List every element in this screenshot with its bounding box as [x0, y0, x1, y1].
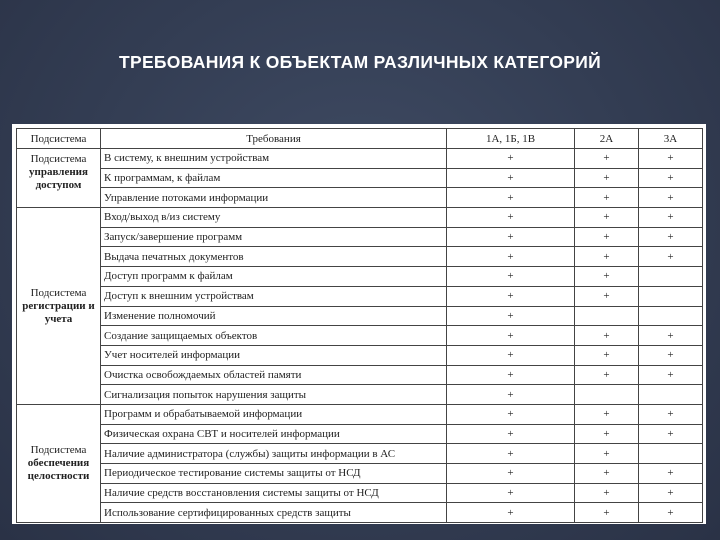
- category-3-mark: +: [639, 208, 703, 228]
- category-1-mark: +: [447, 326, 575, 346]
- category-1-mark: +: [447, 208, 575, 228]
- category-2-mark: +: [575, 503, 639, 523]
- category-2-mark: +: [575, 424, 639, 444]
- category-1-mark: +: [447, 286, 575, 306]
- category-1-mark: +: [447, 306, 575, 326]
- table-row: [17, 227, 703, 247]
- requirement-cell: Очистка освобождаемых областей памяти: [101, 365, 447, 385]
- subsystem-cell: [17, 404, 101, 522]
- category-3-mark: [639, 286, 703, 306]
- header-subsystem: Подсистема: [17, 129, 101, 149]
- table-row: [17, 247, 703, 267]
- requirement-cell: Использование сертифицированных средств защиты: [101, 503, 447, 523]
- header-category-2: 2А: [575, 129, 639, 149]
- subsystem-name: регистрации и учета: [22, 299, 95, 325]
- category-3-mark: +: [639, 424, 703, 444]
- requirement-cell: Сигнализация попыток нарушения защиты: [101, 385, 447, 405]
- category-3-mark: +: [639, 149, 703, 169]
- category-2-mark: +: [575, 345, 639, 365]
- requirement-cell: Учет носителей информации: [101, 345, 447, 365]
- table-row: [17, 306, 703, 326]
- category-2-mark: [575, 385, 639, 405]
- category-1-mark: +: [447, 444, 575, 464]
- requirement-cell: В систему, к внешним устройствам: [101, 149, 447, 169]
- category-3-mark: +: [639, 345, 703, 365]
- category-1-mark: +: [447, 503, 575, 523]
- category-3-mark: +: [639, 404, 703, 424]
- subsystem-label: Подсистема: [30, 444, 87, 456]
- category-1-mark: +: [447, 483, 575, 503]
- category-1-mark: +: [447, 168, 575, 188]
- table-row: [17, 345, 703, 365]
- category-3-mark: +: [639, 464, 703, 484]
- subsystem-name: обеспечения целостности: [27, 457, 90, 482]
- requirements-sheet: [12, 124, 706, 524]
- requirement-cell: К программам, к файлам: [101, 168, 447, 188]
- table-row: [17, 326, 703, 346]
- table-row: [17, 267, 703, 287]
- subsystem-label: Подсистема: [30, 153, 87, 165]
- category-1-mark: +: [447, 404, 575, 424]
- category-2-mark: +: [575, 483, 639, 503]
- category-2-mark: +: [575, 286, 639, 306]
- requirement-cell: Выдача печатных документов: [101, 247, 447, 267]
- category-1-mark: +: [447, 385, 575, 405]
- category-2-mark: +: [575, 365, 639, 385]
- requirement-cell: Периодическое тестирование системы защиты от НСД: [101, 464, 447, 484]
- category-1-mark: +: [447, 188, 575, 208]
- requirement-cell: Управление потоками информации: [101, 188, 447, 208]
- page-title: ТРЕБОВАНИЯ К ОБЪЕКТАМ РАЗЛИЧНЫХ КАТЕГОРИЙ: [118, 52, 602, 72]
- subsystem-name: управления доступом: [29, 166, 88, 191]
- category-2-mark: +: [575, 188, 639, 208]
- table-row: [17, 188, 703, 208]
- category-1-mark: +: [447, 424, 575, 444]
- table-header-row: [17, 129, 703, 149]
- category-3-mark: [639, 267, 703, 287]
- category-3-mark: +: [639, 483, 703, 503]
- category-2-mark: +: [575, 404, 639, 424]
- requirement-cell: Изменение полномочий: [101, 306, 447, 326]
- table-row: [17, 149, 703, 169]
- table-row: [17, 444, 703, 464]
- category-1-mark: +: [447, 267, 575, 287]
- category-3-mark: +: [639, 188, 703, 208]
- requirement-cell: Доступ к внешним устройствам: [101, 286, 447, 306]
- category-1-mark: +: [447, 149, 575, 169]
- category-3-mark: [639, 306, 703, 326]
- category-2-mark: +: [575, 464, 639, 484]
- category-2-mark: +: [575, 247, 639, 267]
- category-3-mark: +: [639, 168, 703, 188]
- category-1-mark: +: [447, 365, 575, 385]
- subsystem-cell: [17, 149, 101, 208]
- table-row: [17, 365, 703, 385]
- category-2-mark: +: [575, 444, 639, 464]
- category-2-mark: [575, 306, 639, 326]
- category-2-mark: +: [575, 267, 639, 287]
- category-3-mark: [639, 385, 703, 405]
- requirement-cell: Создание защищаемых объектов: [101, 326, 447, 346]
- table-row: [17, 503, 703, 523]
- category-1-mark: +: [447, 247, 575, 267]
- table-row: [17, 404, 703, 424]
- category-2-mark: +: [575, 168, 639, 188]
- requirements-table: [16, 128, 703, 523]
- table-row: [17, 286, 703, 306]
- header-category-3: 3А: [639, 129, 703, 149]
- requirement-cell: Вход/выход в/из систему: [101, 208, 447, 228]
- requirement-cell: Физическая охрана СВТ и носителей информации: [101, 424, 447, 444]
- requirement-cell: Наличие средств восстановления системы защиты от НСД: [101, 483, 447, 503]
- category-2-mark: +: [575, 208, 639, 228]
- category-2-mark: +: [575, 326, 639, 346]
- requirement-cell: Доступ программ к файлам: [101, 267, 447, 287]
- subsystem-label: Подсистема: [30, 286, 87, 299]
- header-requirements: Требования: [101, 129, 447, 149]
- category-3-mark: +: [639, 326, 703, 346]
- header-category-1: 1А, 1Б, 1В: [447, 129, 575, 149]
- category-2-mark: +: [575, 149, 639, 169]
- category-1-mark: +: [447, 464, 575, 484]
- category-3-mark: [639, 444, 703, 464]
- category-3-mark: +: [639, 247, 703, 267]
- category-3-mark: +: [639, 227, 703, 247]
- category-2-mark: +: [575, 227, 639, 247]
- table-row: [17, 424, 703, 444]
- table-row: [17, 208, 703, 228]
- category-1-mark: +: [447, 227, 575, 247]
- category-1-mark: +: [447, 345, 575, 365]
- table-row: [17, 483, 703, 503]
- category-3-mark: +: [639, 365, 703, 385]
- table-row: [17, 464, 703, 484]
- table-row: [17, 385, 703, 405]
- category-3-mark: +: [639, 503, 703, 523]
- table-row: [17, 168, 703, 188]
- subsystem-cell: [17, 208, 101, 405]
- requirement-cell: Запуск/завершение программ: [101, 227, 447, 247]
- requirement-cell: Программ и обрабатываемой информации: [101, 404, 447, 424]
- requirement-cell: Наличие администратора (службы) защиты информации в АС: [101, 444, 447, 464]
